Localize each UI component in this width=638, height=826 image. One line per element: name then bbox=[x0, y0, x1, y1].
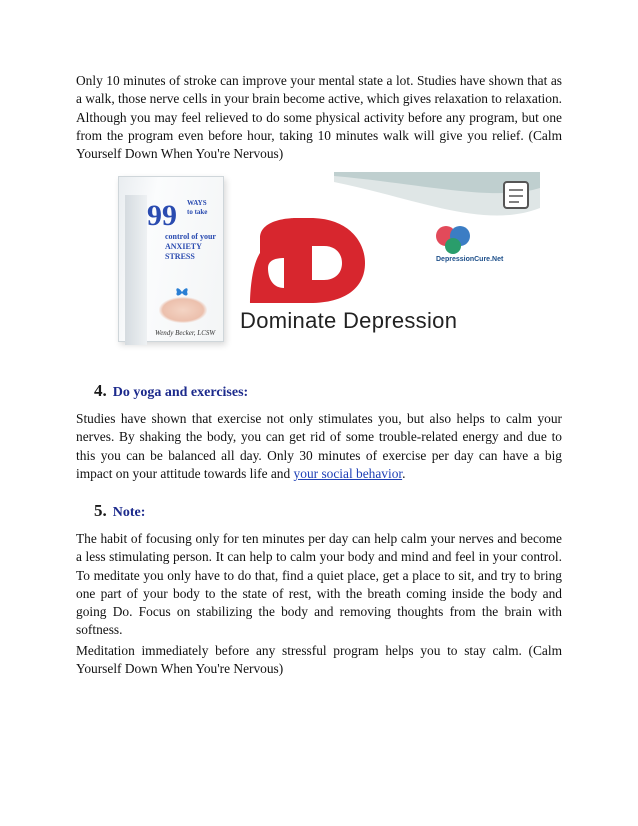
book-title-bottom bbox=[165, 232, 216, 262]
hand-image bbox=[159, 297, 207, 323]
paragraph-walking: Only 10 minutes of stroke can improve your mental state a lot. Studies have shown that as a walk, those nerve cells in your brain become active, which gives relaxation to relaxation. Although you may feel relieved to do some physical activity before any program, but one from the program even before hour, taking 10 minutes walk will give you relief. (Calm Yourself Down When You're Nervous) bbox=[76, 73, 562, 162]
book-title-line: STRESS bbox=[165, 252, 195, 261]
paragraph-end: . bbox=[402, 465, 406, 481]
section-heading-note bbox=[94, 496, 145, 523]
social-behavior-link[interactable]: your social behavior bbox=[293, 465, 403, 481]
dominate-depression-logo bbox=[240, 208, 390, 308]
paragraph-meditation: The habit of focusing only for ten minutes per day can help calm your nerves and become a less stimulating person. It can help to calm your body and mind and feel in your control. To meditate you only have to do that, find a quiet place, get a place to sit, and try to bring one part of your body to the state of rest, with the breath coming inside the body and going Do. Focus on stabilizing the body and removing thoughts from the brain with softness. bbox=[76, 531, 562, 638]
book-title-line: to take bbox=[187, 208, 208, 216]
section-title: Do yoga and exercises: bbox=[112, 385, 249, 400]
section-number: 5. bbox=[94, 501, 107, 520]
book-spine bbox=[125, 195, 147, 345]
book-number: 99 bbox=[147, 199, 177, 232]
section-title: Note: bbox=[112, 505, 146, 520]
illustration bbox=[100, 168, 540, 353]
paragraph-exercise bbox=[76, 410, 562, 483]
paragraph-text: Studies have shown that exercise not only stimulates you, but also helps to calm your nerves. By shaking the body, you can get rid of some trouble-related energy and due to this you can be balanced all day. Only 30 minutes of exercise per day can have a big impact on your attitude towards life and bbox=[76, 411, 562, 481]
book-title-line: WAYS bbox=[187, 199, 207, 207]
paragraph-meditation-before: Meditation immediately before any stressful program helps you to stay calm. (Calm Yourself Down When You're Nervous) bbox=[76, 643, 562, 677]
book-title-line: ANXIETY bbox=[165, 242, 202, 251]
book-title-top bbox=[187, 199, 207, 217]
depression-cure-caption: DepressionCure.Net bbox=[436, 256, 504, 263]
book-author: Wendy Becker, LCSW bbox=[155, 329, 216, 337]
book-title-line: control of your bbox=[165, 232, 216, 241]
section-heading-yoga bbox=[94, 376, 248, 403]
book-cover bbox=[118, 176, 224, 342]
dominate-depression-caption: Dominate Depression bbox=[240, 308, 458, 333]
section-number: 4. bbox=[94, 381, 107, 400]
